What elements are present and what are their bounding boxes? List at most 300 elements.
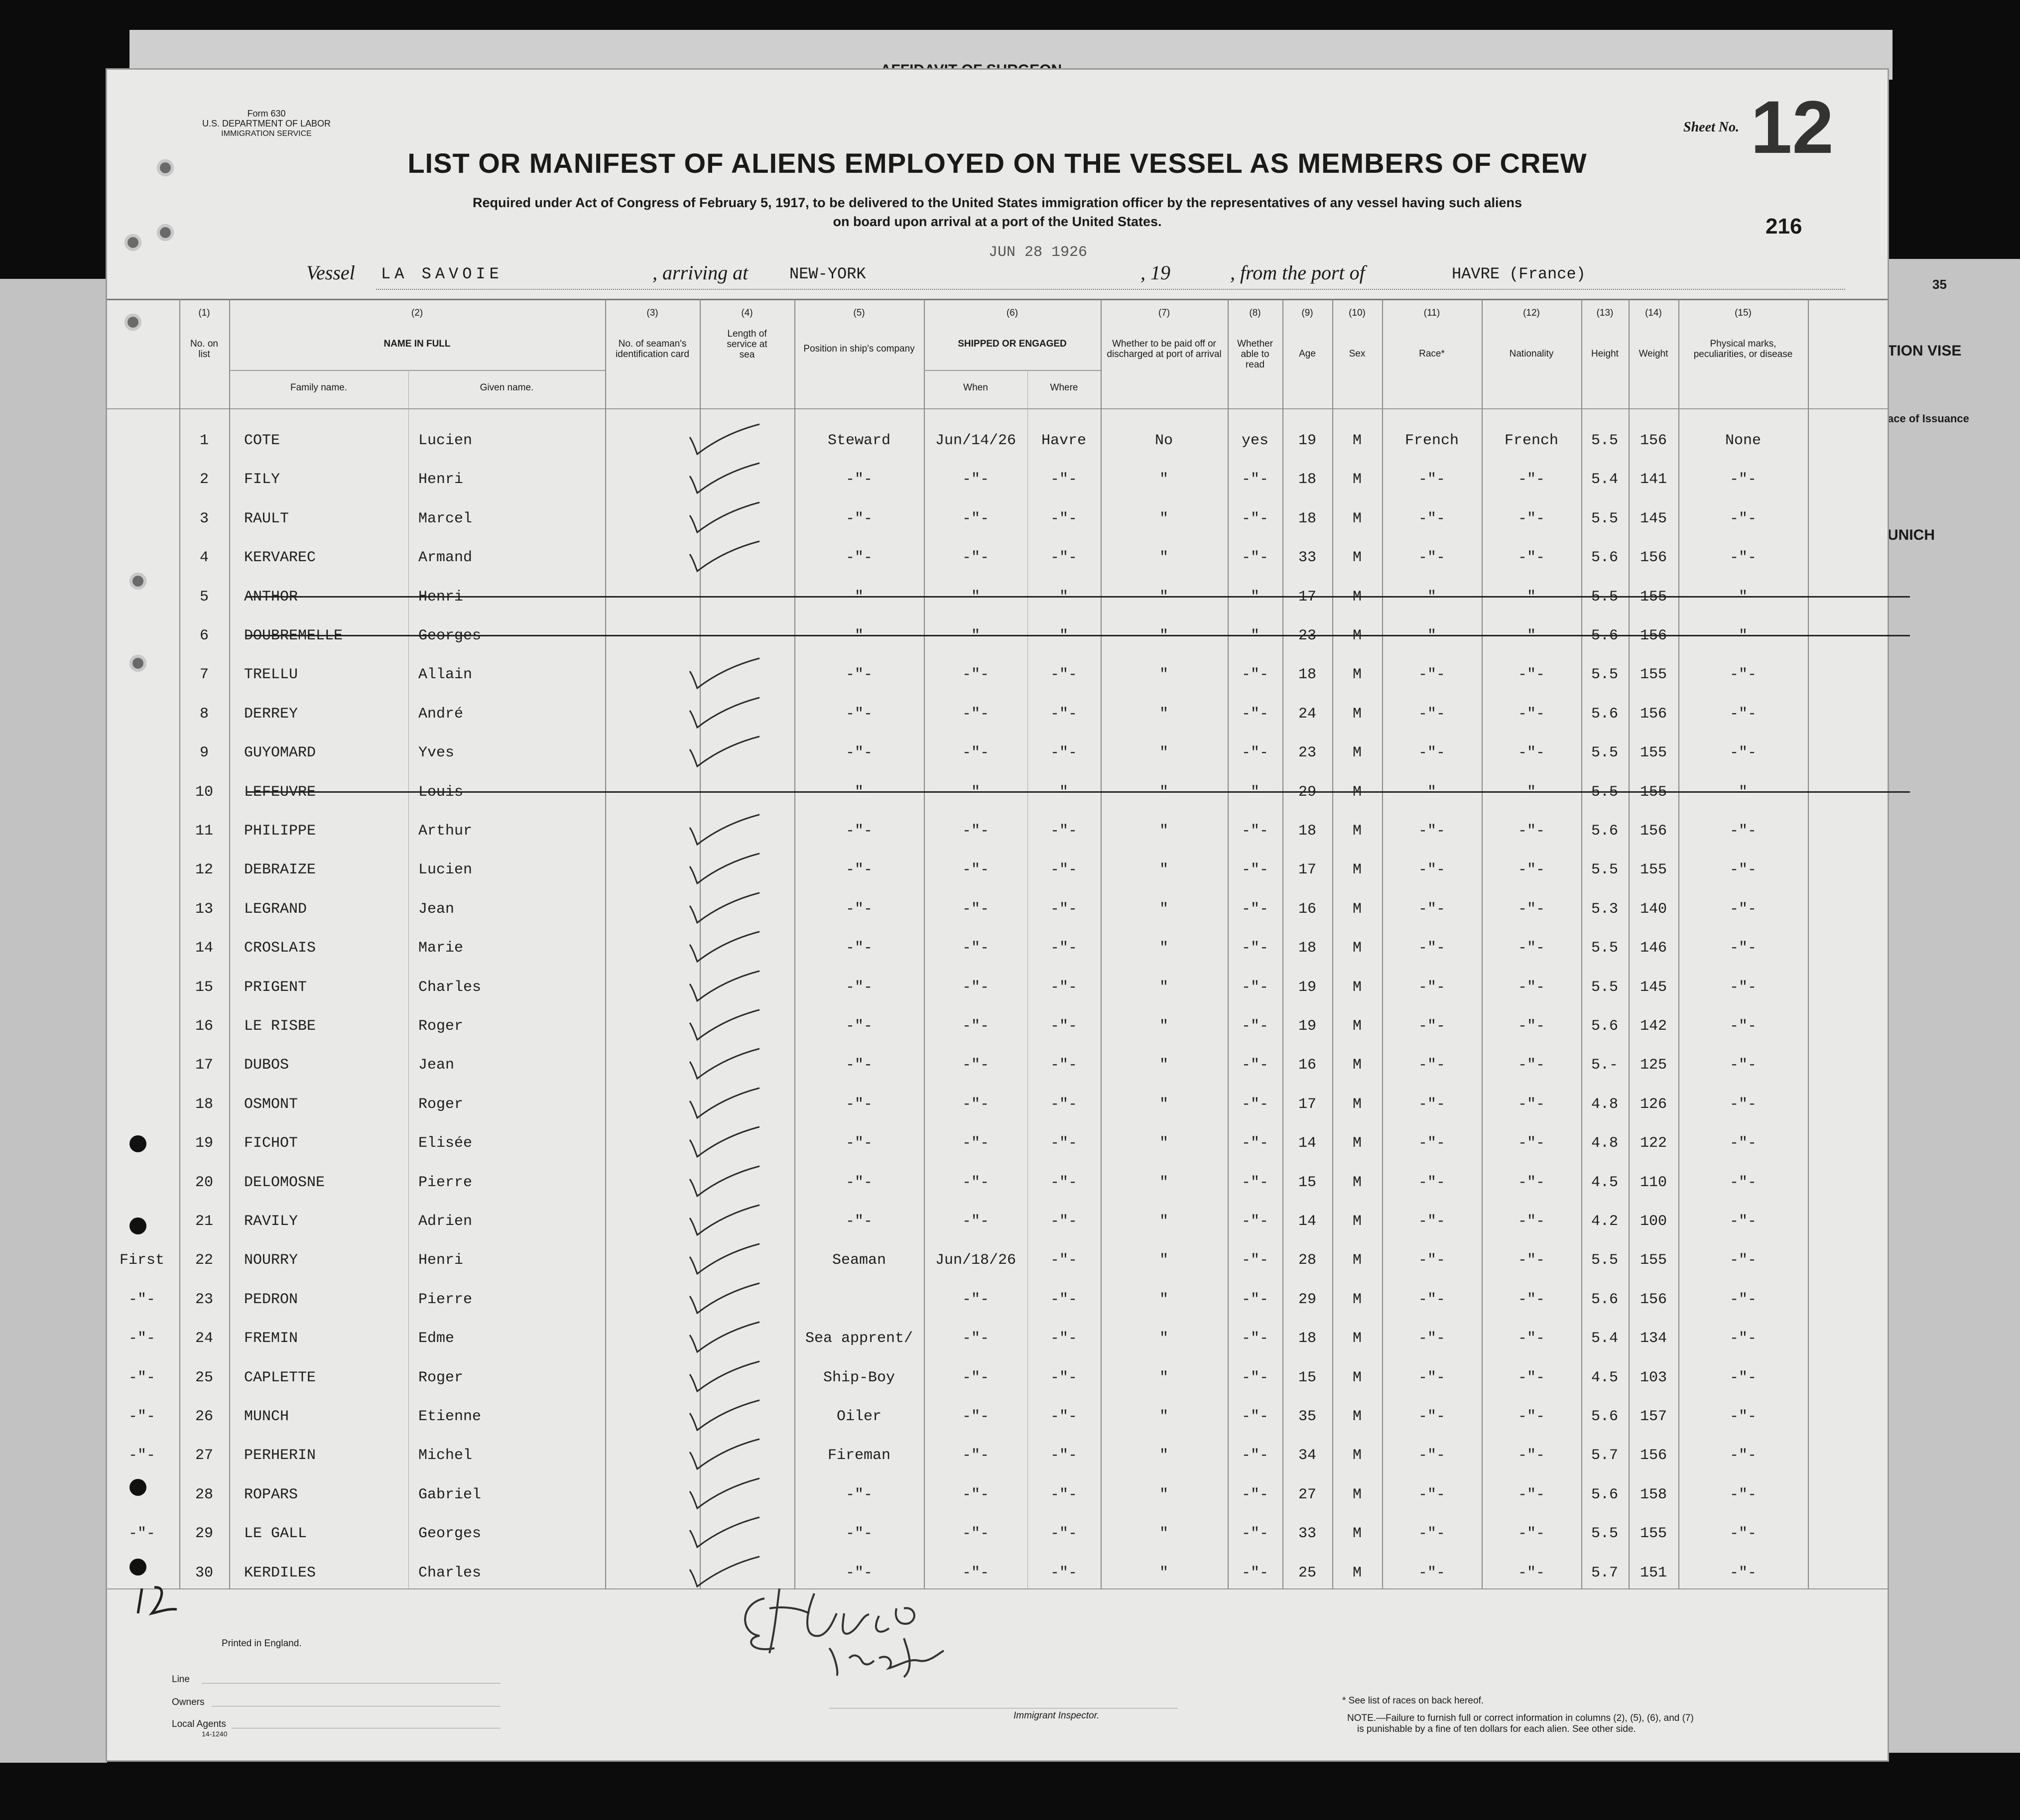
- cell-given: Henri: [418, 588, 464, 606]
- cell-age: 25: [1298, 1564, 1317, 1581]
- cell-nat: -"-: [1517, 1564, 1545, 1581]
- cell-age: 24: [1298, 705, 1317, 723]
- cell-no: 11: [195, 823, 214, 840]
- cell-nat: -"-: [1517, 1330, 1545, 1347]
- cell-age: 29: [1298, 1291, 1317, 1308]
- check-mark-icon: [685, 423, 774, 458]
- cell-no: 21: [195, 1213, 214, 1230]
- cell-race: -"-: [1418, 666, 1446, 684]
- cell-age: 18: [1298, 471, 1317, 488]
- cell-given: Pierre: [418, 1174, 473, 1191]
- col-9-header: Age: [1299, 349, 1316, 359]
- cell-paid: ": [1159, 861, 1169, 879]
- cell-family: GUYOMARD: [244, 744, 316, 762]
- cell-read: -"-: [1241, 705, 1269, 723]
- cell-family: CROSLAIS: [244, 940, 316, 957]
- cell-race: -"-: [1418, 1486, 1446, 1503]
- cell-no: 16: [195, 1018, 214, 1035]
- cell-position: -"-: [845, 861, 873, 879]
- cell-paid: No: [1154, 432, 1173, 449]
- cell-height: 5.6: [1591, 1018, 1619, 1035]
- cell-height: 5.5: [1591, 510, 1619, 527]
- col-6b-header: Where: [1050, 382, 1078, 393]
- cell-no: 14: [195, 940, 214, 957]
- col-rule: [1332, 299, 1333, 1588]
- cell-paid: ": [1159, 1408, 1169, 1425]
- cell-sex: M: [1352, 1486, 1362, 1503]
- col-7-header: Whether to be paid off or discharged at port of arrival: [1107, 339, 1222, 360]
- cell-left: -"-: [128, 1525, 156, 1543]
- cell-paid: ": [1159, 627, 1169, 644]
- cell-height: 4.2: [1591, 1213, 1619, 1230]
- check-mark-icon: [685, 1516, 774, 1551]
- col-14-header: Weight: [1639, 349, 1668, 359]
- note-line-1: NOTE.—Failure to furnish full or correct information in columns (2), (5), (6), and (7): [1347, 1713, 1694, 1723]
- col-rule: [1581, 299, 1582, 1588]
- cell-marks: -"-: [1729, 1369, 1757, 1386]
- check-mark-icon: [685, 931, 774, 966]
- cell-left: -"-: [128, 1447, 156, 1464]
- cell-paid: ": [1159, 1057, 1169, 1074]
- cell-weight: 125: [1640, 1057, 1667, 1074]
- cell-left: -"-: [128, 1408, 156, 1425]
- cell-marks: -"-: [1729, 549, 1757, 567]
- cell-where: -"-: [1050, 1486, 1078, 1503]
- cell-sex: M: [1352, 510, 1362, 527]
- cell-read: -"-: [1241, 471, 1269, 488]
- cell-sex: M: [1352, 744, 1362, 762]
- check-mark-icon: [685, 1321, 774, 1356]
- cell-sex: M: [1352, 1057, 1362, 1074]
- cell-paid: ": [1159, 978, 1169, 996]
- cell-read: -"-: [1241, 900, 1269, 918]
- cell-marks: -"-: [1729, 666, 1757, 684]
- cell-age: 17: [1298, 588, 1317, 606]
- cell-race: -"-: [1418, 978, 1446, 996]
- col-12-header: Nationality: [1509, 349, 1554, 359]
- cell-position: -"-: [845, 900, 873, 918]
- cell-weight: 155: [1640, 744, 1667, 762]
- cell-age: 35: [1298, 1408, 1317, 1425]
- cell-family: NOURRY: [244, 1252, 298, 1269]
- cell-race: -"-: [1418, 1408, 1446, 1425]
- cell-race: -"-: [1418, 510, 1446, 527]
- cell-no: 7: [199, 666, 209, 684]
- cell-given: Marcel: [418, 510, 473, 527]
- shipped-sub-rule: [924, 370, 1101, 371]
- cell-race: -"-: [1418, 1369, 1446, 1386]
- col-rule: [605, 299, 606, 1588]
- cell-family: DERREY: [244, 705, 298, 723]
- cell-sex: M: [1352, 1291, 1362, 1308]
- vessel-name: LA SAVOIE: [381, 265, 503, 283]
- cell-marks: -"-: [1729, 861, 1757, 879]
- cell-when: -"-: [962, 1018, 990, 1035]
- form-department: U.S. DEPARTMENT OF LABOR: [202, 119, 331, 128]
- underlying-sheet-left: [0, 279, 107, 1763]
- name-sub-rule: [229, 370, 605, 371]
- cell-marks: -"-: [1729, 1291, 1757, 1308]
- col-13-header: Height: [1591, 349, 1619, 359]
- cell-position: Steward: [827, 432, 891, 449]
- cell-family: PRIGENT: [244, 978, 307, 996]
- cell-when: -"-: [962, 588, 990, 606]
- cell-position: -"-: [845, 823, 873, 840]
- cell-height: 4.8: [1591, 1135, 1619, 1152]
- cell-when: -"-: [962, 744, 990, 762]
- cell-nat: -"-: [1517, 900, 1545, 918]
- cell-marks: -"-: [1729, 1486, 1757, 1503]
- cell-position: -"-: [845, 666, 873, 684]
- cell-height: 5.5: [1591, 588, 1619, 606]
- cell-when: -"-: [962, 666, 990, 684]
- cell-nat: -"-: [1517, 510, 1545, 527]
- cell-given: Roger: [418, 1018, 464, 1035]
- cell-where: -"-: [1050, 510, 1078, 527]
- col-8-num: (8): [1249, 308, 1261, 318]
- cell-height: 5.5: [1591, 783, 1619, 801]
- margin-mark: [132, 1578, 192, 1623]
- cell-read: -"-: [1241, 1525, 1269, 1543]
- cell-position: -"-: [845, 978, 873, 996]
- cell-sex: M: [1352, 900, 1362, 918]
- cell-where: -"-: [1050, 1408, 1078, 1425]
- cell-height: 5.6: [1591, 1408, 1619, 1425]
- cell-given: Elisée: [418, 1135, 473, 1152]
- check-mark-icon: [685, 540, 774, 575]
- cell-height: 5.7: [1591, 1564, 1619, 1581]
- cell-nat: -"-: [1517, 588, 1545, 606]
- cell-weight: 100: [1640, 1213, 1667, 1230]
- cell-sex: M: [1352, 940, 1362, 957]
- cell-no: 4: [199, 549, 209, 567]
- cell-weight: 145: [1640, 978, 1667, 996]
- col-rule: [1101, 299, 1102, 1588]
- cell-family: MUNCH: [244, 1408, 289, 1425]
- cell-family: ROPARS: [244, 1486, 298, 1503]
- cell-family: RAULT: [244, 510, 289, 527]
- cell-paid: ": [1159, 1174, 1169, 1191]
- col-rule: [229, 299, 230, 1588]
- cell-no: 9: [199, 744, 209, 762]
- cell-where: -"-: [1050, 666, 1078, 684]
- cell-height: 4.8: [1591, 1095, 1619, 1113]
- cell-race: -"-: [1418, 1213, 1446, 1230]
- col-4-num: (4): [741, 308, 753, 318]
- col-rule: [794, 299, 795, 1588]
- cell-no: 8: [199, 705, 209, 723]
- cell-age: 27: [1298, 1486, 1317, 1503]
- cell-weight: 140: [1640, 900, 1667, 918]
- cell-family: KERDILES: [244, 1564, 316, 1581]
- cell-no: 17: [195, 1057, 214, 1074]
- cell-given: Roger: [418, 1095, 464, 1113]
- cell-when: -"-: [962, 510, 990, 527]
- cell-weight: 155: [1640, 861, 1667, 879]
- check-mark-icon: [685, 1087, 774, 1122]
- cell-given: Charles: [418, 1564, 482, 1581]
- cell-where: -"-: [1050, 1564, 1078, 1581]
- cell-paid: ": [1159, 549, 1169, 567]
- cell-height: 5.5: [1591, 432, 1619, 449]
- cell-given: Etienne: [418, 1408, 482, 1425]
- cell-family: LE GALL: [244, 1525, 307, 1543]
- footer-code: 14-1240: [202, 1730, 228, 1738]
- cell-family: PERHERIN: [244, 1447, 316, 1464]
- cell-weight: 155: [1640, 1525, 1667, 1543]
- cell-sex: M: [1352, 1174, 1362, 1191]
- cell-nat: -"-: [1517, 1291, 1545, 1308]
- check-mark-icon: [685, 1282, 774, 1317]
- col-5-num: (5): [853, 308, 865, 318]
- cell-family: FILY: [244, 471, 280, 488]
- cell-read: -"-: [1241, 940, 1269, 957]
- cell-when: -"-: [962, 705, 990, 723]
- cell-no: 13: [195, 900, 214, 918]
- cell-where: -"-: [1050, 783, 1078, 801]
- cell-given: Adrien: [418, 1213, 473, 1230]
- footer-line-label: Line: [172, 1674, 190, 1685]
- cell-no: 22: [195, 1252, 214, 1269]
- cell-left: First: [119, 1252, 165, 1269]
- cell-given: Roger: [418, 1369, 464, 1386]
- cell-height: 5.7: [1591, 1447, 1619, 1464]
- cell-where: -"-: [1050, 1095, 1078, 1113]
- punch-hole: [125, 234, 141, 251]
- cell-weight: 156: [1640, 549, 1667, 567]
- col-15-num: (15): [1735, 308, 1752, 318]
- cell-when: -"-: [962, 1369, 990, 1386]
- cell-marks: -"-: [1729, 1018, 1757, 1035]
- cell-nat: -"-: [1517, 1252, 1545, 1269]
- row-strike-line: [247, 596, 1910, 598]
- cell-read: -"-: [1241, 549, 1269, 567]
- cell-family: KERVAREC: [244, 549, 316, 567]
- cell-weight: 134: [1640, 1330, 1667, 1347]
- cell-position: -"-: [845, 1135, 873, 1152]
- cell-position: -"-: [845, 1564, 873, 1581]
- col-4-header: Length of service at sea: [727, 329, 767, 360]
- cell-given: Louis: [418, 783, 464, 801]
- cell-where: -"-: [1050, 1525, 1078, 1543]
- cell-height: 5.6: [1591, 627, 1619, 644]
- cell-age: 19: [1298, 432, 1317, 449]
- col-6-header: SHIPPED OR ENGAGED: [958, 339, 1067, 349]
- row-strike-line: [247, 635, 1910, 636]
- note-races: * See list of races on back hereof.: [1342, 1696, 1484, 1706]
- cell-when: -"-: [962, 1330, 990, 1347]
- cell-race: -"-: [1418, 783, 1446, 801]
- cell-where: -"-: [1050, 1291, 1078, 1308]
- cell-sex: M: [1352, 1018, 1362, 1035]
- cell-sex: M: [1352, 1330, 1362, 1347]
- cell-weight: 155: [1640, 588, 1667, 606]
- form-number: Form 630: [247, 109, 286, 119]
- cell-given: Georges: [418, 1525, 482, 1543]
- cell-height: 5.4: [1591, 1330, 1619, 1347]
- cell-paid: ": [1159, 705, 1169, 723]
- cell-read: -"-: [1241, 1291, 1269, 1308]
- cell-race: French: [1404, 432, 1459, 449]
- cell-nat: -"-: [1517, 823, 1545, 840]
- cell-height: 5.5: [1591, 861, 1619, 879]
- cell-marks: None: [1725, 432, 1762, 449]
- cell-where: -"-: [1050, 1369, 1078, 1386]
- col-7-num: (7): [1158, 308, 1170, 318]
- cell-weight: 156: [1640, 1447, 1667, 1464]
- cell-paid: ": [1159, 1291, 1169, 1308]
- cell-position: -"-: [845, 549, 873, 567]
- cell-nat: -"-: [1517, 1135, 1545, 1152]
- col-11-header: Race*: [1419, 349, 1445, 359]
- printed-in-england: Printed in England.: [222, 1638, 302, 1649]
- cell-nat: French: [1504, 432, 1559, 449]
- cell-read: -"-: [1241, 861, 1269, 879]
- col-rule: [1382, 299, 1383, 1588]
- cell-where: -"-: [1050, 471, 1078, 488]
- cell-given: Armand: [418, 549, 473, 567]
- punch-hole: [129, 655, 146, 672]
- cell-nat: -"-: [1517, 1057, 1545, 1074]
- cell-weight: 151: [1640, 1564, 1667, 1581]
- cell-sex: M: [1352, 1525, 1362, 1543]
- page-number: 216: [1766, 214, 1802, 239]
- cell-position: -"-: [845, 1095, 873, 1113]
- cell-no: 1: [199, 432, 209, 449]
- check-mark-icon: [685, 814, 774, 849]
- cell-age: 18: [1298, 1330, 1317, 1347]
- footer-line-rule: [202, 1683, 501, 1684]
- cell-height: 5.6: [1591, 1486, 1619, 1503]
- cell-weight: 156: [1640, 1291, 1667, 1308]
- cell-race: -"-: [1418, 1135, 1446, 1152]
- cell-paid: ": [1159, 744, 1169, 762]
- cell-where: -"-: [1050, 588, 1078, 606]
- cell-where: -"-: [1050, 549, 1078, 567]
- col-2-header: NAME IN FULL: [383, 339, 451, 349]
- cell-marks: -"-: [1729, 744, 1757, 762]
- cell-race: -"-: [1418, 1174, 1446, 1191]
- cell-no: 28: [195, 1486, 214, 1503]
- cell-position: Sea apprent/: [805, 1330, 913, 1347]
- cell-weight: 103: [1640, 1369, 1667, 1386]
- cell-race: -"-: [1418, 823, 1446, 840]
- col-1-num: (1): [198, 308, 210, 318]
- cell-height: 4.5: [1591, 1369, 1619, 1386]
- check-mark-icon: [685, 1204, 774, 1239]
- cell-paid: ": [1159, 900, 1169, 918]
- cell-weight: 122: [1640, 1135, 1667, 1152]
- cell-read: -"-: [1241, 783, 1269, 801]
- cell-read: -"-: [1241, 1057, 1269, 1074]
- cell-family: LEGRAND: [244, 900, 307, 918]
- shipped-mid-rule: [1027, 370, 1028, 1588]
- cell-when: -"-: [962, 978, 990, 996]
- cell-paid: ": [1159, 1135, 1169, 1152]
- cell-race: -"-: [1418, 549, 1446, 567]
- cell-read: -"-: [1241, 1408, 1269, 1425]
- cell-read: -"-: [1241, 588, 1269, 606]
- vessel-label: Vessel: [306, 261, 355, 284]
- cell-sex: M: [1352, 1252, 1362, 1269]
- cell-age: 16: [1298, 900, 1317, 918]
- col-rule: [1629, 299, 1630, 1588]
- col-rule: [1482, 299, 1483, 1588]
- cell-race: -"-: [1418, 1525, 1446, 1543]
- cell-sex: M: [1352, 978, 1362, 996]
- check-mark-icon: [685, 1048, 774, 1083]
- cell-family: CAPLETTE: [244, 1369, 316, 1386]
- inspector-label: Immigrant Inspector.: [1013, 1710, 1100, 1721]
- cell-height: 5.3: [1591, 900, 1619, 918]
- underlying-sheet-right: [1888, 259, 2020, 1753]
- cell-family: FREMIN: [244, 1330, 298, 1347]
- cell-sex: M: [1352, 823, 1362, 840]
- cell-read: -"-: [1241, 1447, 1269, 1464]
- col-3-header: No. of seaman's identification card: [616, 339, 689, 360]
- cell-nat: -"-: [1517, 1369, 1545, 1386]
- cell-sex: M: [1352, 1408, 1362, 1425]
- cell-no: 29: [195, 1525, 214, 1543]
- cell-paid: ": [1159, 940, 1169, 957]
- col-rule: [1808, 299, 1809, 1588]
- cell-read: -"-: [1241, 1174, 1269, 1191]
- cell-position: Ship-Boy: [823, 1369, 895, 1386]
- cell-when: -"-: [962, 823, 990, 840]
- check-mark-icon: [685, 1009, 774, 1044]
- col-6a-header: When: [963, 382, 988, 393]
- cell-weight: 155: [1640, 1252, 1667, 1269]
- cell-age: 14: [1298, 1135, 1317, 1152]
- cell-no: 30: [195, 1564, 214, 1581]
- cell-height: 5.5: [1591, 744, 1619, 762]
- cell-position: Seaman: [832, 1252, 886, 1269]
- cell-race: -"-: [1418, 940, 1446, 957]
- punch-hole: [129, 1217, 146, 1234]
- cell-height: 5.5: [1591, 1525, 1619, 1543]
- cell-where: -"-: [1050, 627, 1078, 644]
- check-mark-icon: [685, 1165, 774, 1200]
- punch-hole: [129, 1479, 146, 1496]
- cell-given: Charles: [418, 978, 482, 996]
- cell-left: -"-: [128, 1330, 156, 1347]
- cell-family: LE RISBE: [244, 1018, 316, 1035]
- cell-marks: -"-: [1729, 1330, 1757, 1347]
- cell-no: 19: [195, 1135, 214, 1152]
- cell-read: -"-: [1241, 1018, 1269, 1035]
- cell-given: Arthur: [418, 823, 473, 840]
- cell-sex: M: [1352, 1369, 1362, 1386]
- cell-weight: 158: [1640, 1486, 1667, 1503]
- note-line-2: is punishable by a fine of ten dollars for each alien. See other side.: [1357, 1724, 1636, 1734]
- cell-nat: -"-: [1517, 783, 1545, 801]
- cell-marks: -"-: [1729, 627, 1757, 644]
- cell-sex: M: [1352, 1447, 1362, 1464]
- cell-paid: ": [1159, 1330, 1169, 1347]
- cell-age: 17: [1298, 861, 1317, 879]
- col-rule: [1228, 299, 1229, 1588]
- name-mid-rule: [408, 370, 409, 1588]
- cell-where: -"-: [1050, 1213, 1078, 1230]
- cell-when: -"-: [962, 861, 990, 879]
- check-mark-icon: [685, 1243, 774, 1278]
- cell-read: -"-: [1241, 666, 1269, 684]
- form-service: IMMIGRATION SERVICE: [221, 129, 312, 138]
- cell-age: 28: [1298, 1252, 1317, 1269]
- col-12-num: (12): [1523, 308, 1540, 318]
- sheet-number: 12: [1751, 85, 1834, 169]
- cell-race: -"-: [1418, 744, 1446, 762]
